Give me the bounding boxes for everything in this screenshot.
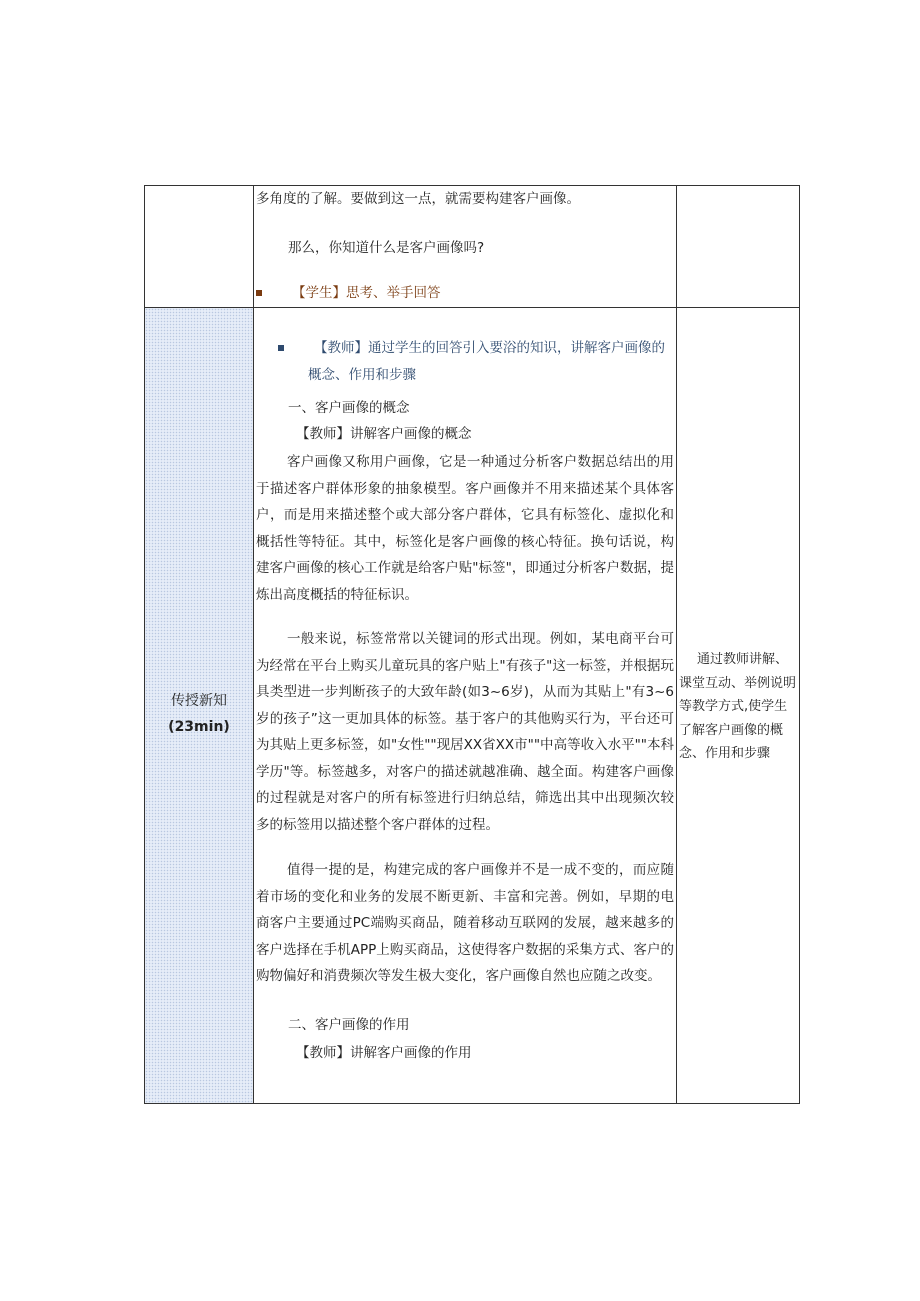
design-intent: 通过教师讲解、课堂互动、举例说明等教学方式,使学生了解客户画像的概念、作用和步骤 <box>679 652 797 761</box>
heading-function: 二、客户画像的作用 <box>288 1017 410 1033</box>
student-activity-text: 【学生】思考、举手回答 <box>292 285 441 301</box>
section-label-cell <box>145 308 253 1103</box>
teacher-intro-line1: 【教师】通过学生的回答引入要浴的知识，讲解客户画像的 <box>314 340 665 356</box>
teaching-content-cell <box>254 308 676 1103</box>
table-border-bottom <box>144 1103 800 1104</box>
square-bullet-icon <box>278 345 284 351</box>
teacher-function: 【教师】讲解客户画像的作用 <box>296 1045 472 1061</box>
row1-question: 那么，你知道什么是客户画像吗? <box>288 240 485 256</box>
table-border-right <box>799 185 800 1104</box>
row1-section-cell <box>145 186 253 307</box>
paragraph-evolution: 值得一提的是，构建完成的客户画像并不是一成不变的，而应随着市场的变化和业务的发展不断更新、丰富和完善。例如，早期的电商客户主要通过PC端购买商品，随着移动互联网的发展，越来越多的客户选择在手机APP上购买商品，这使得客户数据的采集方式、客户的购物偏好和消费频次等发生极大变化，客户画像自然也应随之改变。 <box>256 862 674 984</box>
heading-concept: 一、客户画像的概念 <box>288 400 410 416</box>
row1-line1: 多角度的了解。要做到这一点，就需要构建客户画像。 <box>256 191 580 207</box>
teaching-design-cell <box>677 308 799 1103</box>
section-title: 传授新知 <box>171 693 227 709</box>
section-duration: (23min) <box>168 719 230 735</box>
section-label <box>145 688 253 740</box>
row1-design-cell <box>677 186 799 307</box>
row1-content-cell <box>254 186 676 307</box>
square-bullet-icon <box>256 290 262 296</box>
paragraph-tags: 一般来说，标签常常以关键词的形式出现。例如，某电商平台可为经常在平台上购买儿童玩具的客户贴上"有孩子"这一标签，并根据玩具类型进一步判断孩子的大致年龄(如3~6岁)，从而为其贴上"有3~6岁的孩子”这一更加具体的标签。基于客户的其他购买行为，平台还可为其贴上更多标签，如"女性""现居XX省XX市""中高等收入水平""本科学历"等。标签越多，对客户的描述就越准确、越全面。构建客户画像的过程就是对客户的所有标签进行归纳总结，筛选出其中出现频次较多的标签用以描述整个客户群体的过程。 <box>256 631 674 833</box>
student-activity <box>256 280 441 307</box>
teacher-intro <box>278 335 665 362</box>
teacher-concept: 【教师】讲解客户画像的概念 <box>296 426 472 442</box>
teacher-intro-line2: 概念、作用和步骤 <box>308 367 416 383</box>
paragraph-concept: 客户画像又称用户画像，它是一种通过分析客户数据总结出的用于描述客户群体形象的抽象模型。客户画像并不用来描述某个具体客户，而是用来描述整个或大部分客户群体，它具有标签化、虚拟化和概括性等特征。其中，标签化是客户画像的核心特征。换句话说，构建客户画像的核心工作就是给客户贴"标签"，即通过分析客户数据，提炼出高度概括的特征标识。 <box>256 454 674 603</box>
